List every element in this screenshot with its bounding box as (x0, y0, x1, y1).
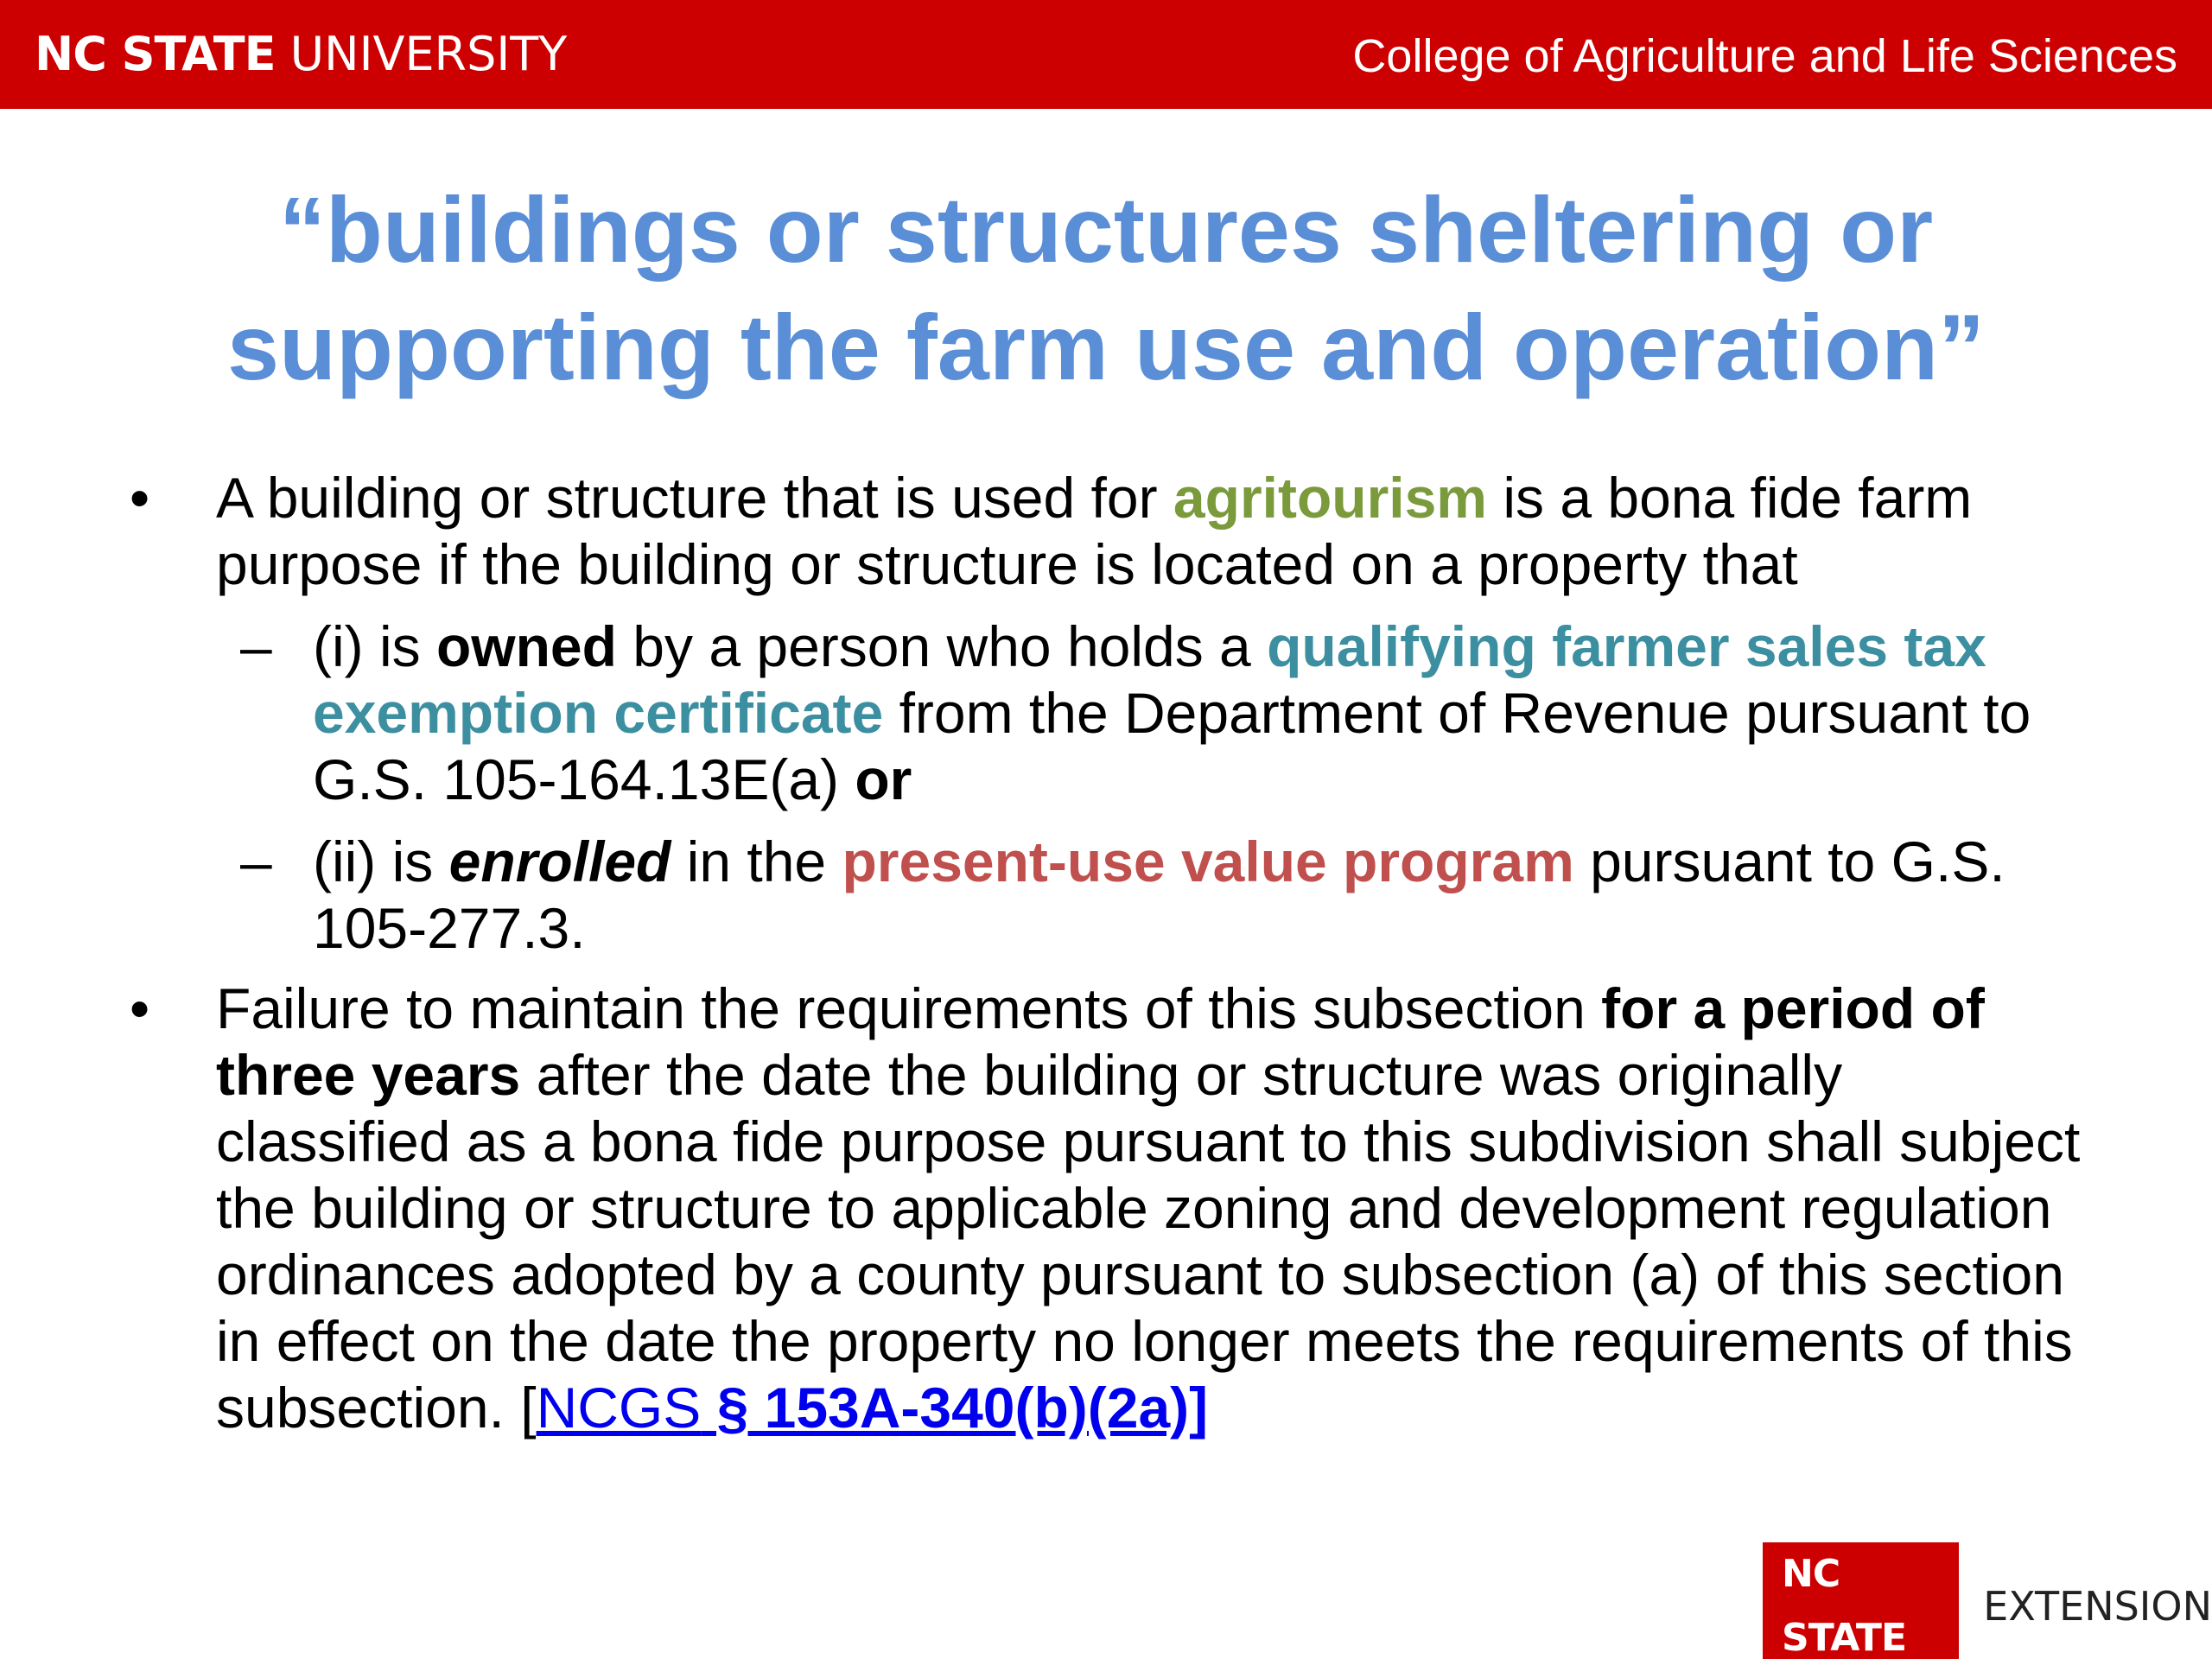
title-line-1: “buildings or structures sheltering or (278, 177, 1934, 282)
subbullet-text: in the (671, 830, 842, 893)
bullet-text: is a bona fide farm purpose if the building or structure is located on a property that (216, 466, 1973, 596)
header-bar (0, 0, 2212, 109)
certificate-term: qualifying farmer sales tax exemption certificate (313, 614, 1986, 745)
or-term: or (855, 747, 912, 811)
subbullet-owned (130, 613, 2082, 813)
nc-state-university-logo (35, 22, 567, 86)
ncgs-link[interactable]: NCGS (536, 1376, 702, 1440)
bullet-agritourism (130, 465, 2082, 598)
brand-strong: NC STATE (35, 27, 276, 81)
brand-light: UNIVERSITY (289, 27, 568, 81)
slide-title (86, 171, 2126, 406)
ncgs-section-link[interactable]: § 153A-340(b)(2a)] (701, 1376, 1209, 1440)
owned-term: owned (435, 614, 617, 678)
footer-logo-strong: NC STATE (1763, 1542, 1959, 1659)
subbullet-text: (i) is (313, 614, 436, 678)
program-term: present-use value program (842, 830, 1574, 893)
subbullet-text: by a person who holds a (616, 614, 1268, 678)
subbullet-text: (ii) is (313, 830, 449, 893)
bullet-marker: • (130, 466, 150, 530)
slide-body (130, 465, 2082, 1441)
dash-marker: – (240, 830, 272, 893)
enrolled-term: enrolled (448, 830, 671, 893)
bullet-text: A building or structure that is used for (216, 466, 1173, 530)
bullet-text: after the date the building or structure was originally classified as a bona fide purpose pursuant to this subdivision shall subject the building or structure to applicable zoning and development regulation ordinances adopted by a county pursuant to subsection (a) of this section in effect on the date the property no longer meets the requirements of this subsection. (216, 1043, 2081, 1440)
bullet-failure (130, 976, 2082, 1441)
subbullet-text: pursuant to G.S. 105-277.3. (313, 830, 2005, 960)
bracket: [ (520, 1376, 537, 1440)
footer-logo-text: EXTENSION (1983, 1583, 2212, 1630)
subbullet-text: from the Department of Revenue pursuant to G.S. 105-164.13E(a) (313, 681, 2031, 811)
nc-state-extension-logo (1763, 1552, 2212, 1659)
title-line-2: supporting the farm use and operation” (226, 295, 1986, 399)
bullet-marker: • (130, 976, 150, 1040)
dash-marker: – (240, 614, 272, 678)
agritourism-term: agritourism (1173, 466, 1487, 530)
subbullet-enrolled (130, 829, 2082, 962)
period-term: for a period of three years (216, 976, 1985, 1107)
college-name: College of Agriculture and Life Sciences (1352, 30, 2177, 82)
bullet-text: Failure to maintain the requirements of this subsection (216, 976, 1602, 1040)
